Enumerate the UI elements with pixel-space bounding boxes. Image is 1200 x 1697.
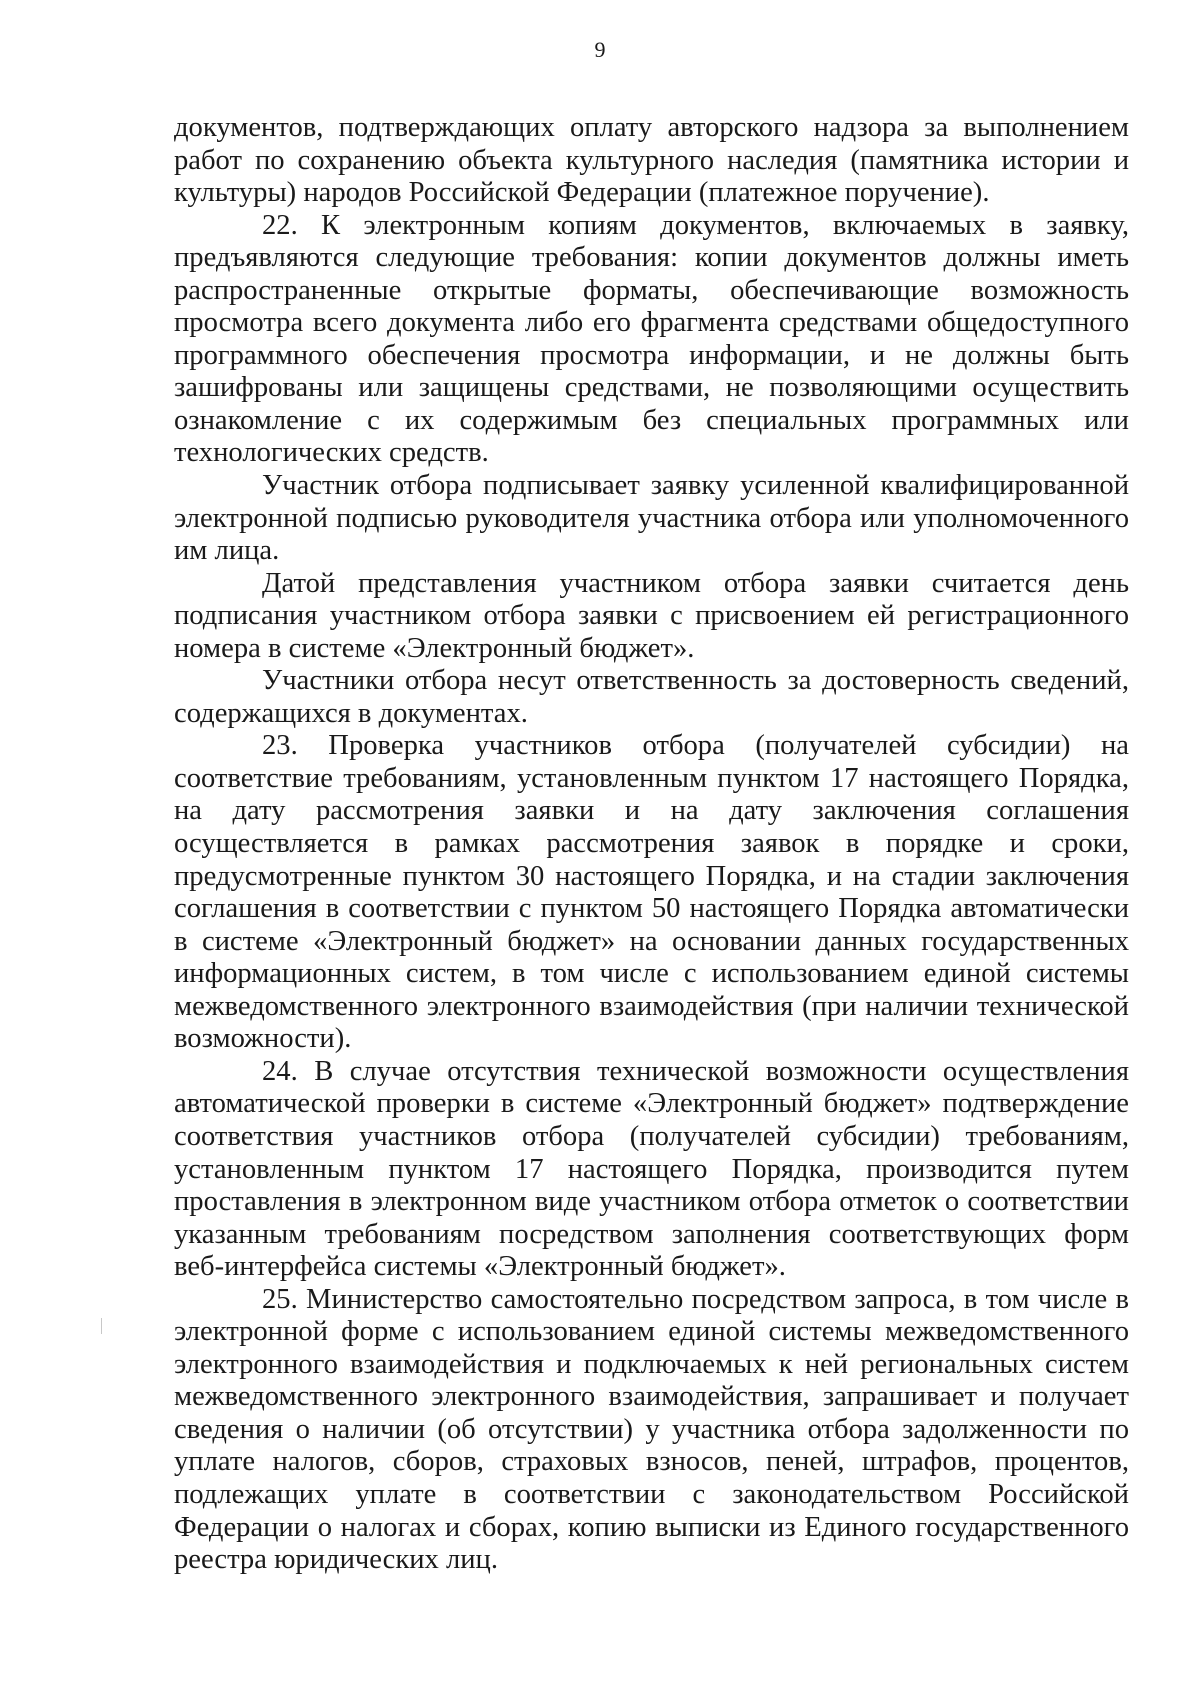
- paragraph-continuation: документов, подтверждающих оплату авторского надзора за выполнением работ по сохранению объекта культурного наследия (памятника истории и культуры) народов Российской Федерации (платежное поручение).: [174, 112, 1129, 209]
- scan-artifact: [101, 1318, 102, 1334]
- paragraph-item-25: 25. Министерство самостоятельно посредством запроса, в том числе в электронной форме с использованием единой системы межведомственного электронного взаимодействия и подключаемых к ней региональных систем межведомственного электронного взаимодействия, запрашивает и получает сведения о наличии (об отсутствии) у участника отбора задолженности по уплате налогов, сборов, страховых взносов, пеней, штрафов, процентов, подлежащих уплате в соответствии с законодательством Российской Федерации о налогах и сборах, копию выписки из Единого государственного реестра юридических лиц.: [174, 1283, 1129, 1576]
- paragraph-item-23: 23. Проверка участников отбора (получателей субсидии) на соответствие требованиям, установленным пунктом 17 настоящего Порядка, на дату рассмотрения заявки и на дату заключения соглашения осуществляется в рамках рассмотрения заявок в порядке и сроки, предусмотренные пунктом 30 настоящего Порядка, и на стадии заключения соглашения в соответствии с пунктом 50 настоящего Порядка автоматически в системе «Электронный бюджет» на основании данных государственных информационных систем, в том числе с использованием единой системы межведомственного электронного взаимодействия (при наличии технической возможности).: [174, 730, 1129, 1055]
- page-number: 9: [594, 37, 606, 62]
- paragraph-signature: Участник отбора подписывает заявку усиленной квалифицированной электронной подписью руководителя участника отбора или уполномоченного им лица.: [174, 470, 1129, 567]
- paragraph-item-24: 24. В случае отсутствия технической возможности осуществления автоматической проверки в системе «Электронный бюджет» подтверждение соответствия участников отбора (получателей субсидии) требованиям, установленным пунктом 17 настоящего Порядка, производится путем проставления в электронном виде участником отбора отметок о соответствии указанным требованиям посредством заполнения соответствующих форм веб-интерфейса системы «Электронный бюджет».: [174, 1055, 1129, 1283]
- document-body: [174, 112, 1129, 1577]
- paragraph-submission-date: Датой представления участником отбора заявки считается день подписания участником отбора заявки с присвоением ей регистрационного номера в системе «Электронный бюджет».: [174, 567, 1129, 664]
- paragraph-responsibility: Участники отбора несут ответственность за достоверность сведений, содержащихся в документах.: [174, 665, 1129, 729]
- paragraph-item-22: 22. К электронным копиям документов, включаемых в заявку, предъявляются следующие требования: копии документов должны иметь распространенные открытые форматы, обеспечивающие возможность просмотра всего документа либо его фрагмента средствами общедоступного программного обеспечения просмотра информации, и не должны быть зашифрованы или защищены средствами, не позволяющими осуществить ознакомление с их содержимым без специальных программных или технологических средств.: [174, 209, 1129, 469]
